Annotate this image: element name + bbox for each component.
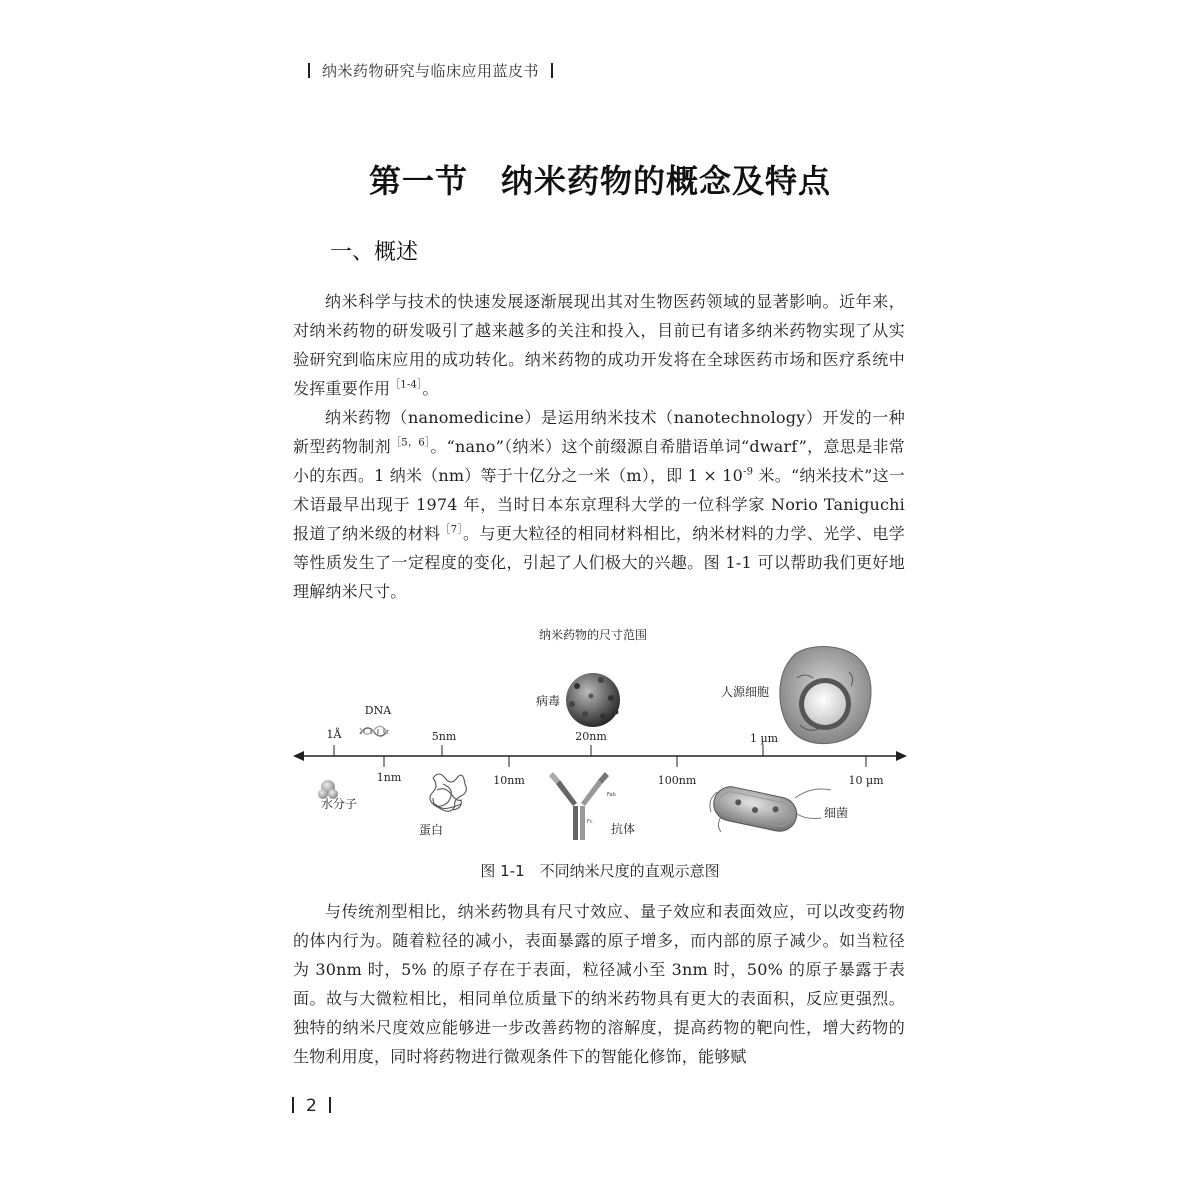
citation-5-6: ［5，6］ <box>390 437 431 449</box>
figure-caption: 图 1-1 不同纳米尺度的直观示意图 <box>480 862 720 880</box>
tick-label-1um: 1 µm <box>749 732 779 745</box>
tick-label-1a: 1Å <box>326 728 342 741</box>
tick-label-10nm: 10nm <box>493 774 525 787</box>
text-block-effects <box>293 897 905 1071</box>
tick-label-1nm: 1nm <box>376 771 402 784</box>
label-fab: Fab <box>607 792 616 798</box>
label-human-cell: 人源细胞 <box>720 685 770 699</box>
tick-label-100nm: 100nm <box>657 774 697 787</box>
tick-label-5nm: 5nm <box>431 730 457 743</box>
citation-1-4: ［1-4］ <box>390 379 423 391</box>
antibody-illustration <box>549 772 609 840</box>
exponent: -9 <box>743 466 754 478</box>
paragraph-3: 与传统剂型相比，纳米药物具有尺寸效应、量子效应和表面效应，可以改变药物的体内行为。随着粒径的减小，表面暴露的原子增多，而内部的原子减少。如当粒径为 30nm 时，5% 的原子存在于表面，粒径减小至 3nm 时，50% 的原子暴露于表面。故与大微粒相比，相同单位质量下的纳米药物具有更大的表面积，反应更强烈。独特的纳米尺度效应能够进一步改善药物的溶解度，提高药物的靶向性，增大药物的生物利用度，同时将药物进行微观条件下的智能化修饰，能够赋 <box>293 902 905 1066</box>
citation-7: ［7］ <box>440 524 463 536</box>
section-title: 第一节 纳米药物的概念及特点 <box>368 162 831 200</box>
figure-title: 纳米药物的尺寸范围 <box>538 628 648 642</box>
label-antibody: 抗体 <box>610 822 636 836</box>
protein-illustration <box>430 774 466 811</box>
axis-arrow-left <box>293 751 304 761</box>
paragraph-1: 纳米科学与技术的快速发展逐渐展现出其对生物医药领域的显著影响。近年来，对纳米药物的研发吸引了越来越多的关注和投入，目前已有诸多纳米药物实现了从实验研究到临床应用的成功转化。纳米药物的成功开发将在全球医药市场和医疗系统中发挥重要作用$^{[1-4]}$。 <box>293 292 905 398</box>
page-number: 2 <box>306 1096 317 1116</box>
page-footer <box>292 1096 343 1116</box>
label-dna: DNA <box>364 704 392 717</box>
human-cell-illustration <box>780 647 871 744</box>
tick-label-10um: 10 µm <box>848 774 884 787</box>
subsection-title: 一、概述 <box>330 240 419 265</box>
text-block-intro <box>293 287 905 606</box>
tick-label-20nm: 20nm <box>575 730 607 743</box>
label-fc: Fc <box>587 819 593 825</box>
virus-illustration <box>566 673 620 727</box>
label-virus: 病毒 <box>535 694 561 708</box>
book-title: 纳米药物研究与临床应用蓝皮书 <box>322 62 540 80</box>
label-protein: 蛋白 <box>418 823 444 837</box>
label-bacterium: 细菌 <box>823 806 849 820</box>
paragraph-2: 纳米药物（nanomedicine）是运用纳米技术（nanotechnology）开发的一种新型药物制剂$^{[5,6]}$。“nano”（纳米）这个前缀源自希腊语单词“dwarf”，意思是非常小的东西。1 纳米（nm）等于十亿分之一米（m），即 $1 \times 10^{-9}$ 米。“纳米技术”这一术语最早出现于 1974 年，当时日本东京理科大学的一位科学家 Norio Taniguchi 报道了纳米级的材料$^{[7]}$。与更大粒径的相同材料相比，纳米材料的力学、光学、电学等性质发生了一定程度的变化，引起了人们极大的兴趣。图 1-1 可以帮助我们更好地理解纳米尺寸。 <box>293 408 905 601</box>
dna-illustration <box>360 726 388 736</box>
scale-figure <box>285 620 915 860</box>
axis-arrow-right <box>896 751 907 761</box>
label-water: 水分子 <box>320 797 358 811</box>
bacterium-illustration <box>710 784 831 835</box>
running-header <box>296 60 565 81</box>
